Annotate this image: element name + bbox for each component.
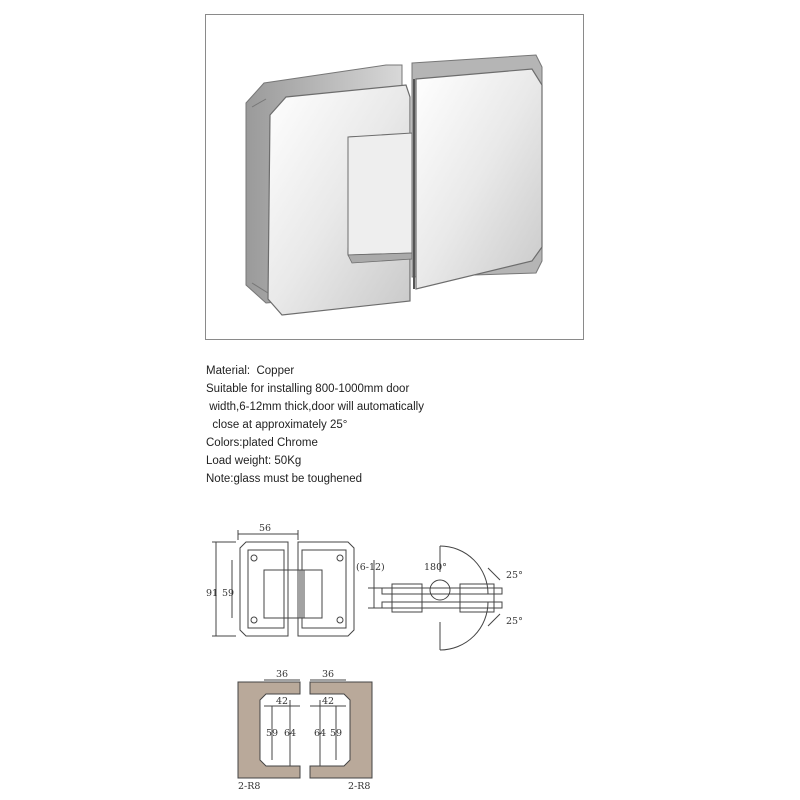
spec-note: Note:glass must be toughened <box>206 473 362 485</box>
dim-56: 56 <box>259 523 272 534</box>
radius-right: 2-R8 <box>348 781 371 792</box>
radius-left: 2-R8 <box>238 781 261 792</box>
angle-180: 180° <box>424 562 447 573</box>
glass-cutout-drawing <box>238 680 372 778</box>
angle-25-top: 25° <box>506 570 523 581</box>
spec-material: Material: Copper <box>206 365 295 377</box>
dim-59: 59 <box>222 588 235 599</box>
cut-64-left: 64 <box>284 728 297 739</box>
spec-colors: Colors:plated Chrome <box>206 437 318 449</box>
dim-thickness: (6-12) <box>356 562 385 573</box>
cut-36-left: 36 <box>276 669 289 680</box>
cut-64-right: 64 <box>314 728 327 739</box>
cut-59-left: 59 <box>266 728 279 739</box>
spec-suitable-1: Suitable for installing 800-1000mm door <box>206 383 410 395</box>
spec-suitable-2: width,6-12mm thick,door will automatically <box>206 401 424 413</box>
cut-42-left: 42 <box>276 696 289 707</box>
cut-59-right: 59 <box>330 728 343 739</box>
angle-25-bottom: 25° <box>506 616 523 627</box>
front-view-drawing <box>212 530 354 636</box>
dim-91: 91 <box>206 588 219 599</box>
cut-36-right: 36 <box>322 669 335 680</box>
spec-load: Load weight: 50Kg <box>206 455 302 467</box>
cut-42-right: 42 <box>322 696 335 707</box>
spec-suitable-3: close at approximately 25° <box>206 419 348 431</box>
